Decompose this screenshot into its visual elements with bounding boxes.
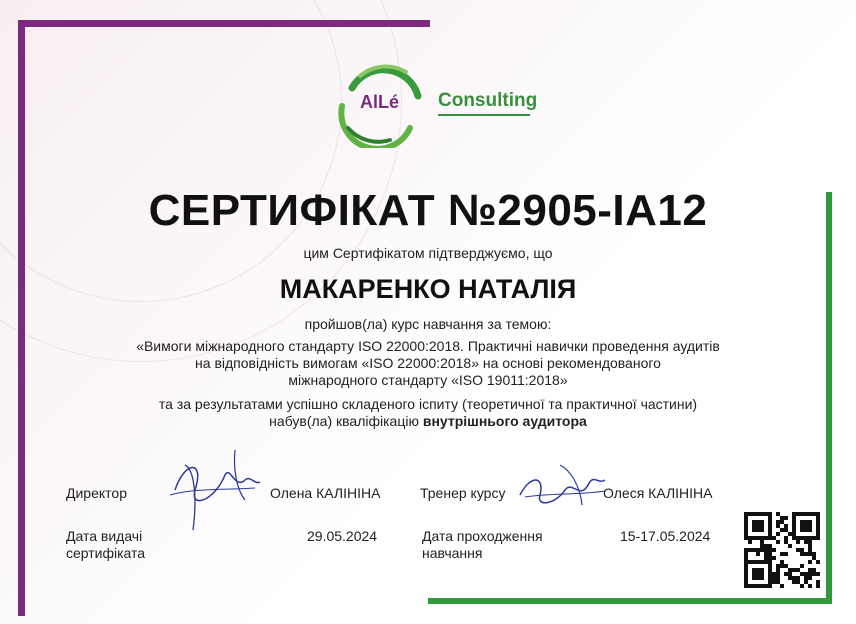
- training-date: 15-17.05.2024: [620, 528, 711, 544]
- qr-code-icon[interactable]: [744, 512, 820, 588]
- issue-date-label-line: сертифіката: [66, 545, 146, 561]
- qualification-prefix: набув(ла) кваліфікацію: [269, 413, 423, 429]
- result-line: та за результатами успішно складеного іспиту (теоретичної та практичної частини): [158, 396, 698, 412]
- training-date-label: [422, 528, 543, 562]
- frame-top-bar: [18, 20, 430, 27]
- confirm-line: цим Сертифікатом підтверджуємо, що: [303, 245, 553, 261]
- training-date-label-line: Дата проходження: [422, 528, 543, 544]
- course-topic: [110, 338, 746, 389]
- director-label: Директор: [66, 485, 127, 501]
- qr-module: [800, 584, 804, 588]
- topic-line: «Вимоги міжнародного стандарту ISO 22000:2018. Практичні навички проведення аудитів: [136, 338, 720, 354]
- director-name: Олена КАЛІНІНА: [270, 485, 381, 501]
- issue-date: 29.05.2024: [307, 528, 378, 544]
- result-text: [0, 396, 856, 430]
- trainer-name: Олеся КАЛІНІНА: [603, 485, 713, 501]
- signature-icon: [510, 455, 610, 515]
- trainer-label: Тренер курсу: [420, 485, 506, 501]
- qr-module: [776, 532, 780, 536]
- course-line: пройшов(ла) курс навчання за темою:: [304, 316, 552, 332]
- qr-module: [784, 516, 788, 520]
- qr-module: [816, 584, 820, 588]
- result-line: [0, 413, 856, 430]
- qr-module: [780, 584, 784, 588]
- frame-bottom-bar: [428, 598, 832, 604]
- qr-module: [808, 528, 812, 532]
- qr-module: [808, 584, 812, 588]
- logo-consulting: Consulting: [438, 90, 538, 111]
- logo-underline: [438, 114, 530, 116]
- qr-module: [800, 564, 804, 568]
- qr-module: [760, 528, 764, 532]
- qualification-title: внутрішнього аудитора: [422, 413, 587, 429]
- qr-module: [776, 540, 780, 544]
- qr-module: [784, 552, 788, 556]
- signature-icon: [155, 430, 265, 540]
- company-logo: [330, 58, 540, 148]
- qr-module: [772, 548, 776, 552]
- topic-line: на відповідність вимогам «ISO 22000:2018» на основі рекомендованого: [195, 355, 661, 371]
- recipient-name: МАКАРЕНКО НАТАЛІЯ: [279, 274, 577, 304]
- certificate-title: СЕРТИФІКАТ №2905-ІА12: [148, 186, 708, 235]
- issue-date-label: [66, 528, 145, 562]
- qr-module: [808, 576, 812, 580]
- qr-module: [760, 576, 764, 580]
- qr-module: [772, 556, 776, 560]
- logo-text: AlLé: [360, 92, 400, 112]
- qr-module: [808, 560, 812, 564]
- qr-module: [816, 572, 820, 576]
- qr-module: [816, 560, 820, 564]
- qr-module: [756, 552, 760, 556]
- qr-module: [796, 540, 800, 544]
- qr-module: [816, 536, 820, 540]
- issue-date-label-line: Дата видачі: [66, 528, 143, 544]
- qr-module: [748, 540, 752, 544]
- qr-module: [788, 544, 792, 548]
- qr-module: [768, 584, 772, 588]
- training-date-label-line: навчання: [422, 545, 483, 561]
- topic-line: міжнародного стандарту «ISO 19011:2018»: [288, 372, 568, 388]
